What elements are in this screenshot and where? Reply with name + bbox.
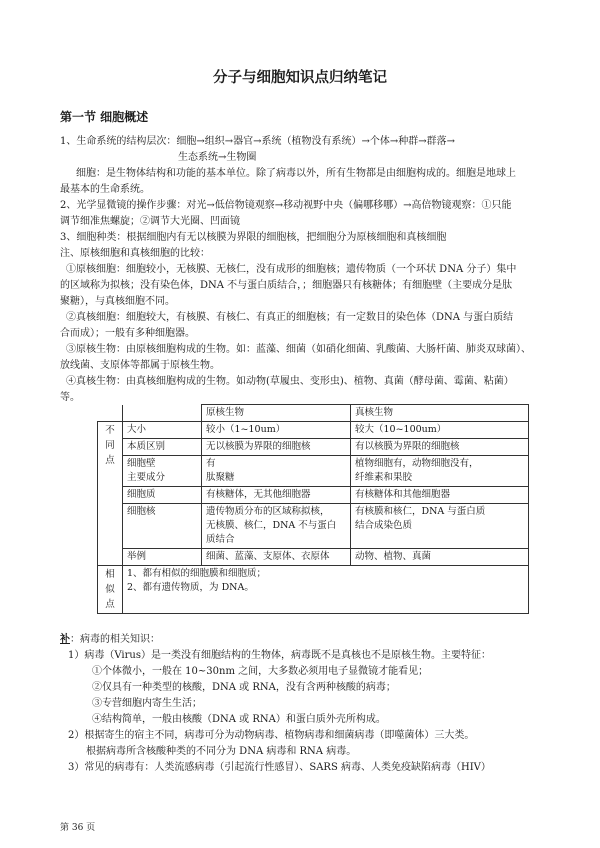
table-row: [98, 566, 529, 614]
text-line: 细胞：是生物体结构和功能的基本单位。除了病毒以外，所有生物都是由细胞构成的。细胞是地球上: [76, 168, 516, 179]
table-corner: [98, 405, 123, 422]
text-line: 1、生命系统的结构层次：细胞→组织→器官→系统（植物没有系统）→个体→种群→群落→: [60, 136, 456, 147]
text-line: ③原核生物：由原核细胞构成的生物。如：蓝藻、细菌（如硝化细菌、乳酸菌、大肠杆菌、肺炎双球菌）、: [66, 344, 531, 355]
text-line: 聚糖），与真核细胞不同。: [60, 296, 175, 307]
row-eukaryote: 动物、植物、真菌: [351, 549, 529, 566]
row-prokaryote: 有核糖体，无其他细胞器: [202, 487, 351, 504]
header-eukaryote: 真核生物: [351, 405, 529, 422]
table-row: [98, 504, 529, 549]
table-row: [98, 456, 529, 487]
section-title: 第一节 细胞概述: [60, 110, 149, 124]
document-title: 分子与细胞知识点归纳笔记: [213, 70, 387, 86]
row-eukaryote: 有核膜和核仁，DNA 与蛋白质 结合成染色质: [351, 504, 529, 549]
difference-label: [98, 422, 123, 566]
text-line: 3、细胞种类：根据细胞内有无以核膜为界限的细胞核，把细胞分为原核细胞和真核细胞: [60, 232, 447, 243]
label-char: 相: [105, 569, 115, 580]
similarity-label: [98, 566, 123, 614]
label-char: 不: [105, 425, 115, 436]
label-char: 点: [105, 455, 115, 466]
row-prokaryote: 较小（1~10um）: [202, 422, 351, 439]
text-line: ④真核生物：由真核细胞构成的生物。如动物(草履虫、变形虫)、植物、真菌（酵母菌、霉菌、粘菌）: [66, 376, 514, 387]
supplement-label: 补: [60, 634, 70, 645]
page-number: 第 36 页: [60, 823, 96, 833]
text-line: 注、原核细胞和真核细胞的比较：: [60, 248, 210, 259]
row-eukaryote: 有核糖体和其他细胞器: [351, 487, 529, 504]
row-eukaryote: 较大（10~100um）: [351, 422, 529, 439]
supplement-heading: [60, 633, 160, 647]
row-item: 大小: [123, 422, 202, 439]
row-item: 细胞壁 主要成分: [123, 456, 202, 487]
text-line: 3）常见的病毒有：人类流感病毒（引起流行性感冒）、SARS 病毒、人类免疫缺陷病毒（HIV）: [68, 762, 491, 773]
label-char: 点: [105, 599, 115, 610]
row-eukaryote: 植物细胞有，动物细胞没有， 纤维素和果胶: [351, 456, 529, 487]
similarity-text: 1、都有相似的细胞膜和细胞质； 2、都有遗传物质，为 DNA。: [123, 566, 529, 614]
row-item: 细胞质: [123, 487, 202, 504]
text-line: 放线菌、支原体等都属于原核生物。: [60, 360, 220, 371]
text-line: ①原核细胞：细胞较小，无核膜、无核仁，没有成形的细胞核；遗传物质（一个环状 DNA 分子）集中: [66, 264, 517, 275]
text-line: 生态系统→生物圈: [178, 152, 257, 163]
table-row: [98, 422, 529, 439]
row-prokaryote: 有 肽聚糖: [202, 456, 351, 487]
table-row: [98, 549, 529, 566]
comparison-table: [97, 404, 529, 614]
text-line: 根据病毒所含核酸种类的不同分为 DNA 病毒和 RNA 病毒。: [86, 746, 357, 757]
text-line: 等。: [60, 392, 80, 403]
text-line: 合而成）；一般有多种细胞器。: [60, 328, 195, 339]
row-prokaryote: 细菌、蓝藻、支原体、衣原体: [202, 549, 351, 566]
text-line: 2）根据寄生的宿主不同，病毒可分为动物病毒、植物病毒和细菌病毒（即噬菌体）三大类。: [68, 730, 475, 741]
row-item: 细胞核: [123, 504, 202, 549]
header-prokaryote: 原核生物: [202, 405, 351, 422]
row-item: 本质区别: [123, 439, 202, 456]
text-line: 1）病毒（Virus）是一类没有细胞结构的生物体，病毒既不是真核也不是原核生物。主要特征：: [68, 650, 491, 661]
table-corner: [123, 405, 202, 422]
row-item: 举例: [123, 549, 202, 566]
text-line: ②真核细胞：细胞较大，有核膜、有核仁、有真正的细胞核；有一定数目的染色体（DNA 与蛋白质结: [66, 312, 514, 323]
label-char: 同: [105, 440, 115, 451]
text-line: ②仅具有一种类型的核酸，DNA 或 RNA，没有含两种核酸的病毒；: [92, 682, 396, 693]
text-line: 的区域称为拟核；没有染色体，DNA 不与蛋白质结合，；细胞器只有核糖体；有细胞壁（主要成分是肽: [60, 280, 513, 291]
text-line: ④结构简单，一般由核酸（DNA 或 RNA）和蛋白质外壳所构成。: [92, 714, 386, 725]
table-row: [98, 487, 529, 504]
text-line: ①个体微小，一般在 10~30nm 之间，大多数必须用电子显微镜才能看见；: [92, 666, 429, 677]
text-line: 调节细准焦螺旋；②调节大光圈、凹面镜: [60, 216, 240, 227]
table-header-row: [98, 405, 529, 422]
text-line: 最基本的生命系统。: [60, 184, 150, 195]
table-row: [98, 439, 529, 456]
label-char: 似: [105, 584, 115, 595]
supplement-title: ：病毒的相关知识：: [70, 634, 160, 645]
text-line: 2、光学显微镜的操作步骤：对光→低倍物镜观察→移动视野中央（偏哪移哪）→高倍物镜观察：①只能: [60, 200, 512, 211]
row-prokaryote: 无以核膜为界限的细胞核: [202, 439, 351, 456]
row-prokaryote: 遗传物质分布的区域称拟核， 无核膜、核仁，DNA 不与蛋白 质结合: [202, 504, 351, 549]
row-eukaryote: 有以核膜为界限的细胞核: [351, 439, 529, 456]
text-line: ③专营细胞内寄生生活；: [92, 698, 202, 709]
